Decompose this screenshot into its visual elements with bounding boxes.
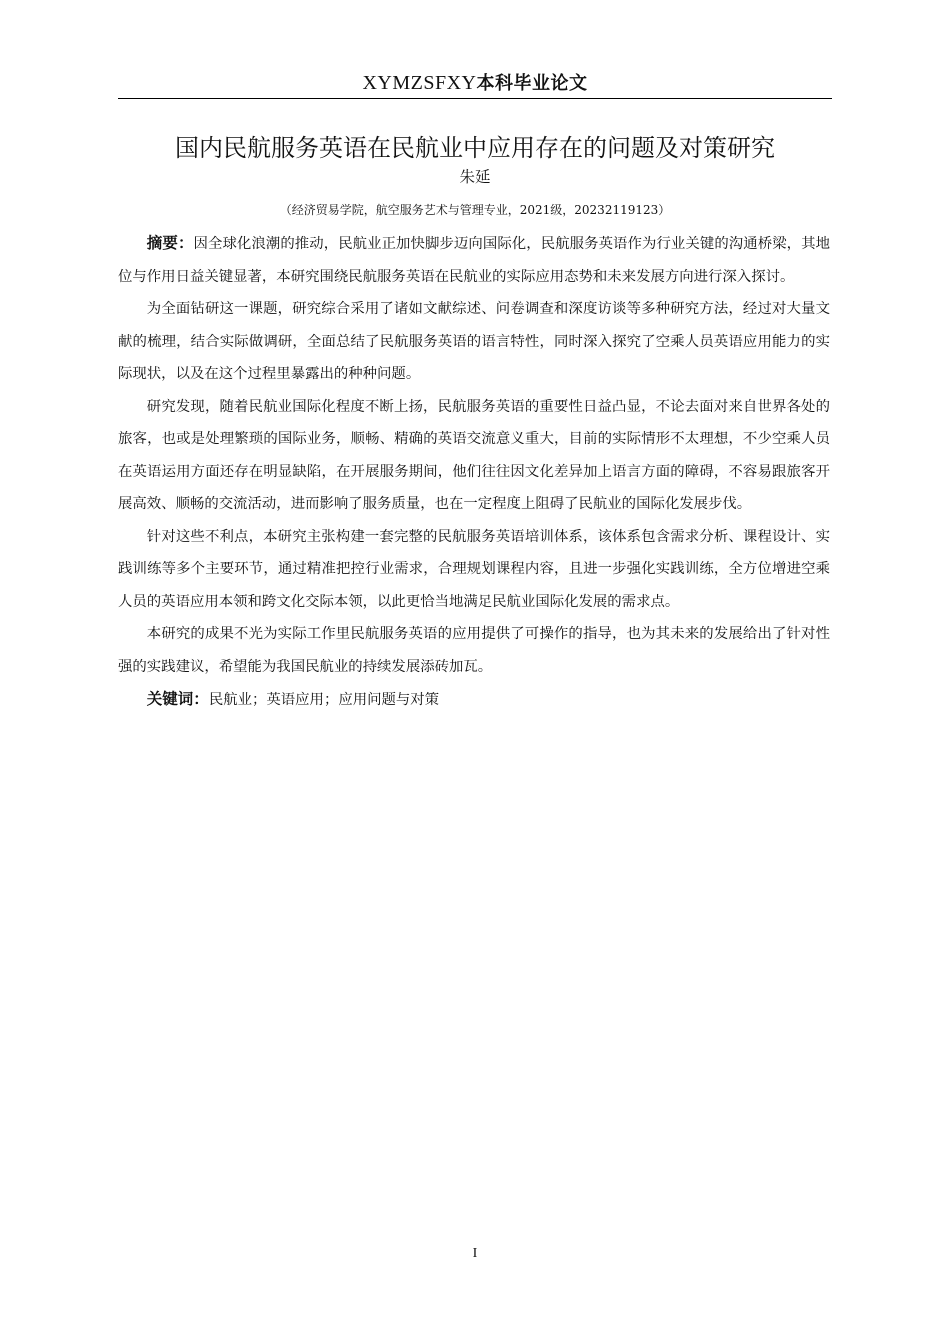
abstract-paragraph: 为全面钻研这一课题，研究综合采用了诸如文献综述、问卷调查和深度访谈等多种研究方法，经过对大量文献的梳理，结合实际做调研，全面总结了民航服务英语的语言特性，同时深入探究了空乘人员英语应用能力的实际现状，以及在这个过程里暴露出的种种问题。 (118, 301, 830, 382)
author-name: 朱延 (459, 168, 491, 186)
abstract-paragraph (118, 227, 830, 293)
page-number: I (472, 1246, 478, 1261)
keywords-line (118, 683, 830, 717)
abstract-text: 因全球化浪潮的推动，民航业正加快脚步迈向国际化，民航服务英语作为行业关键的沟通桥梁，其地位与作用日益关键显著，本研究围绕民航服务英语在民航业的实际应用态势和未来发展方向进行深入探讨。 (118, 236, 830, 285)
author-affiliation: （经济贸易学院，航空服务艺术与管理专业，2021级，20232119123） (279, 203, 671, 217)
header-rule (118, 98, 832, 99)
abstract-paragraph: 针对这些不利点，本研究主张构建一套完整的民航服务英语培训体系，该体系包含需求分析、课程设计、实践训练等多个主要环节，通过精准把控行业需求，合理规划课程内容，且进一步强化实践训练，全方位增进空乘人员的英语应用本领和跨文化交际本领，以此更恰当地满足民航业国际化发展的需求点。 (118, 528, 830, 610)
keywords-text: 民航业；英语应用；应用问题与对策 (208, 692, 440, 708)
abstract-label: 摘要： (146, 234, 194, 252)
abstract-paragraph: 本研究的成果不光为实际工作里民航服务英语的应用提供了可操作的指导，也为其未来的发展给出了针对性强的实践建议，希望能为我国民航业的持续发展添砖加瓦。 (118, 626, 830, 675)
header-school-code: XYMZSFXY (362, 72, 477, 94)
abstract-section (118, 227, 830, 717)
header-thesis-type: 本科毕业论文 (476, 73, 588, 94)
keywords-label: 关键词： (146, 690, 209, 708)
paper-title: 国内民航服务英语在民航业中应用存在的问题及对策研究 (175, 134, 775, 162)
abstract-paragraph: 研究发现，随着民航业国际化程度不断上扬，民航服务英语的重要性日益凸显，不论去面对来自世界各处的旅客，也或是处理繁琐的国际业务，顺畅、精确的英语交流意义重大，目前的实际情形不太理想，不少空乘人员在英语运用方面还存在明显缺陷，在开展服务期间，他们往往因文化差异加上语言方面的障碍，不容易跟旅客开展高效、顺畅的交流活动，进而影响了服务质量，也在一定程度上阻碍了民航业的国际化发展步伐。 (118, 398, 830, 512)
page-header (118, 70, 832, 97)
